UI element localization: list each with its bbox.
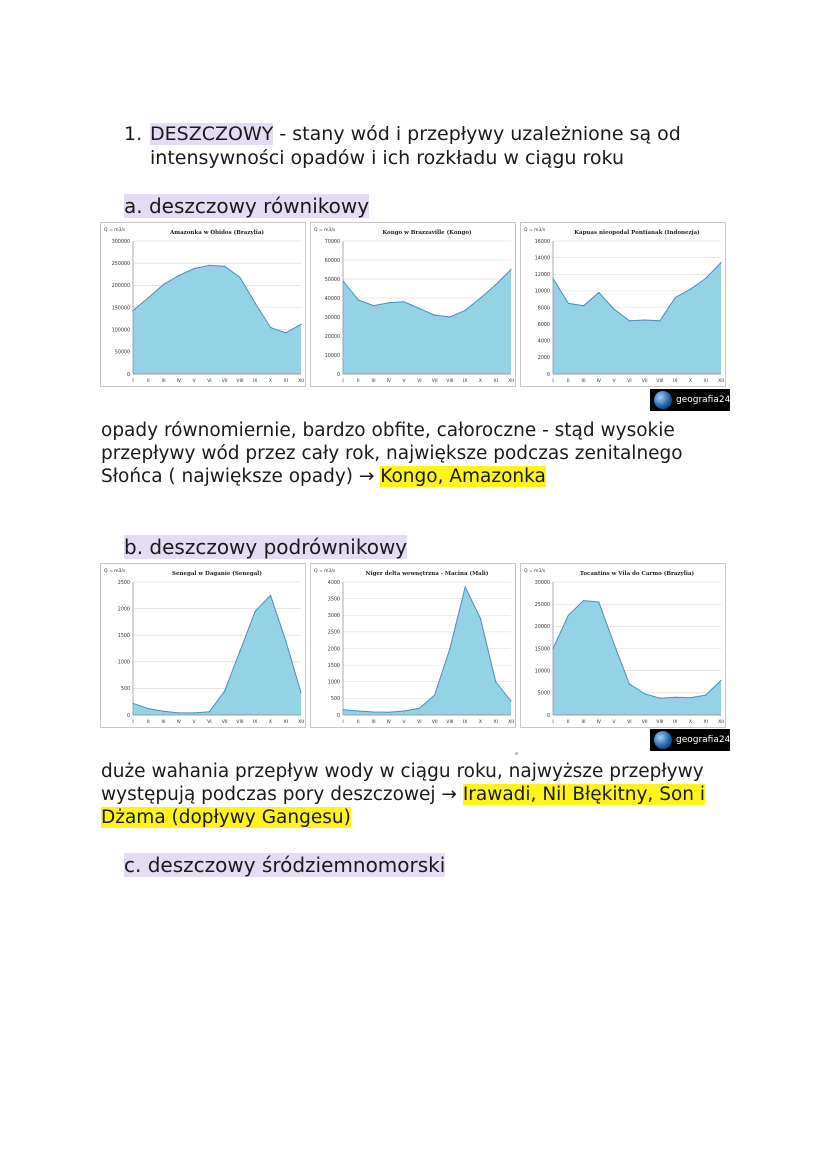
chart-row-equatorial bbox=[100, 222, 730, 387]
x-tick-label: III bbox=[371, 720, 376, 725]
data-point bbox=[583, 305, 584, 306]
data-point bbox=[300, 324, 301, 325]
x-tick-label: XI bbox=[703, 379, 708, 384]
data-point bbox=[629, 320, 630, 321]
x-tick-label: IV bbox=[176, 379, 182, 384]
section-desc-line1: - stany wód i przepływy uzależnione są od bbox=[273, 123, 681, 145]
x-tick-label: VII bbox=[431, 720, 438, 725]
y-tick-label: 70000 bbox=[324, 239, 340, 245]
x-tick-label: I bbox=[342, 720, 344, 725]
data-point bbox=[598, 601, 599, 602]
data-point bbox=[388, 302, 389, 303]
data-point bbox=[163, 711, 164, 712]
chart-tocantins bbox=[520, 563, 726, 728]
x-tick-label: XII bbox=[298, 720, 304, 725]
y-tick-label: 6000 bbox=[537, 322, 550, 328]
x-tick-label: X bbox=[688, 720, 693, 725]
y-axis-unit: Q = m3/s bbox=[104, 569, 126, 574]
y-tick-label: 4000 bbox=[327, 580, 340, 586]
rivers-highlight-b1: Irawadi, Nil Błękitny, Son i bbox=[462, 784, 706, 805]
chart-title: Kapuas nieopodal Pontianak (Indonezja) bbox=[574, 230, 700, 236]
subheading-a-text: a. deszczowy równikowy bbox=[124, 194, 370, 218]
subheading-b-text: b. deszczowy podrównikowy bbox=[124, 535, 408, 559]
data-point bbox=[675, 297, 676, 298]
x-tick-label: VI bbox=[627, 720, 632, 725]
x-tick-label: I bbox=[132, 720, 134, 725]
chart-niger bbox=[310, 563, 516, 728]
data-point bbox=[583, 600, 584, 601]
data-point bbox=[510, 700, 511, 701]
data-point bbox=[495, 681, 496, 682]
y-tick-label: 5000 bbox=[537, 691, 550, 697]
data-point bbox=[419, 708, 420, 709]
x-tick-label: XII bbox=[718, 720, 724, 725]
chart-title: Amazonka w Óbidos (Brazylia) bbox=[169, 230, 265, 236]
data-point bbox=[178, 712, 179, 713]
y-tick-label: 1500 bbox=[117, 634, 130, 639]
area-fill bbox=[553, 263, 721, 374]
y-tick-label: 12000 bbox=[534, 273, 550, 279]
x-tick-label: III bbox=[161, 720, 166, 725]
x-tick-label: IV bbox=[176, 720, 182, 725]
x-tick-label: VI bbox=[417, 379, 422, 384]
data-point bbox=[148, 297, 149, 298]
x-tick-label: X bbox=[268, 379, 273, 384]
data-point bbox=[480, 297, 481, 298]
x-tick-label: IX bbox=[252, 379, 258, 384]
section-number: 1. bbox=[124, 123, 143, 145]
y-tick-label: 2500 bbox=[117, 580, 130, 586]
x-tick-label: VIII bbox=[656, 720, 664, 725]
data-point bbox=[270, 327, 271, 328]
x-tick-label: II bbox=[356, 720, 360, 725]
data-point bbox=[434, 695, 435, 696]
x-tick-label: VII bbox=[641, 379, 648, 384]
y-tick-label: 0 bbox=[126, 713, 130, 719]
y-tick-label: 4000 bbox=[537, 339, 550, 345]
x-tick-label: II bbox=[356, 379, 360, 384]
data-point bbox=[598, 292, 599, 293]
y-tick-label: 2000 bbox=[537, 356, 550, 362]
x-tick-label: II bbox=[146, 720, 150, 725]
x-tick-label: V bbox=[192, 379, 196, 384]
data-point bbox=[300, 692, 301, 693]
data-point bbox=[480, 618, 481, 619]
x-tick-label: XI bbox=[283, 720, 288, 725]
data-point bbox=[568, 303, 569, 304]
x-tick-label: XII bbox=[298, 379, 304, 384]
chart-title: Niger delta wewnętrzna - Macina (Mali) bbox=[365, 571, 489, 577]
data-point bbox=[644, 319, 645, 320]
x-tick-label: XI bbox=[283, 379, 288, 384]
chart-kapuas bbox=[520, 222, 726, 387]
x-tick-label: XII bbox=[718, 379, 724, 384]
x-tick-label: VI bbox=[207, 720, 212, 725]
data-point bbox=[465, 586, 466, 587]
x-tick-label: II bbox=[146, 379, 150, 384]
area-fill bbox=[343, 270, 511, 375]
x-tick-label: VII bbox=[431, 379, 438, 384]
y-tick-label: 1500 bbox=[327, 663, 340, 669]
subheading-b bbox=[124, 534, 407, 560]
y-tick-label: 30000 bbox=[534, 580, 550, 586]
y-axis-unit: Q = m3/s bbox=[524, 228, 546, 233]
y-axis-unit: Q = m3/s bbox=[524, 569, 546, 574]
y-tick-label: 0 bbox=[336, 372, 340, 378]
section-desc-line2: intensywności opadów i ich rozkładu w ciągu roku bbox=[150, 147, 624, 169]
data-point bbox=[614, 644, 615, 645]
y-tick-label: 2000 bbox=[117, 607, 130, 613]
x-tick-label: VIII bbox=[236, 720, 244, 725]
stray-dot bbox=[515, 752, 518, 755]
y-tick-label: 15000 bbox=[534, 647, 550, 653]
globe-icon bbox=[654, 391, 672, 409]
data-point bbox=[224, 691, 225, 692]
data-point bbox=[178, 275, 179, 276]
data-point bbox=[255, 303, 256, 304]
x-tick-label: III bbox=[371, 379, 376, 384]
chart-row-subequatorial bbox=[100, 563, 730, 728]
y-axis-unit: Q = m3/s bbox=[314, 228, 336, 233]
y-tick-label: 0 bbox=[546, 372, 550, 378]
data-point bbox=[255, 611, 256, 612]
y-tick-label: 2500 bbox=[327, 630, 340, 636]
x-tick-label: IX bbox=[672, 720, 678, 725]
x-tick-label: XI bbox=[493, 379, 498, 384]
y-tick-label: 100000 bbox=[111, 328, 130, 334]
data-point bbox=[614, 309, 615, 310]
rivers-highlight-a: Kongo, Amazonka bbox=[380, 466, 546, 487]
data-point bbox=[358, 710, 359, 711]
section-heading bbox=[124, 122, 744, 170]
data-point bbox=[449, 316, 450, 317]
x-tick-label: VIII bbox=[446, 379, 454, 384]
y-axis-unit: Q = m3/s bbox=[314, 569, 336, 574]
x-tick-label: VI bbox=[207, 379, 212, 384]
data-point bbox=[495, 284, 496, 285]
y-tick-label: 25000 bbox=[534, 602, 550, 608]
data-point bbox=[194, 268, 195, 269]
x-tick-label: VII bbox=[221, 379, 228, 384]
y-tick-label: 1000 bbox=[117, 660, 130, 666]
y-tick-label: 500 bbox=[330, 697, 340, 703]
x-tick-label: XII bbox=[508, 720, 514, 725]
x-tick-label: I bbox=[132, 379, 134, 384]
x-tick-label: I bbox=[552, 720, 554, 725]
x-tick-label: II bbox=[566, 379, 570, 384]
y-tick-label: 50000 bbox=[114, 350, 130, 356]
data-point bbox=[659, 698, 660, 699]
x-tick-label: III bbox=[581, 720, 586, 725]
x-tick-label: X bbox=[478, 379, 483, 384]
area-fill bbox=[133, 595, 301, 715]
x-tick-label: VI bbox=[417, 720, 422, 725]
y-tick-label: 30000 bbox=[324, 315, 340, 321]
x-tick-label: IX bbox=[252, 720, 258, 725]
subheading-a bbox=[124, 193, 369, 219]
x-tick-label: IV bbox=[596, 379, 602, 384]
data-point bbox=[358, 299, 359, 300]
y-tick-label: 500 bbox=[120, 687, 130, 693]
y-tick-label: 1000 bbox=[327, 680, 340, 686]
data-point bbox=[510, 269, 511, 270]
data-point bbox=[449, 648, 450, 649]
paragraph-a-line2: przepływy wód przez cały rok, największe podczas zenitalnego bbox=[101, 443, 683, 464]
paragraph-b bbox=[101, 760, 751, 829]
x-tick-label: X bbox=[688, 379, 693, 384]
data-point bbox=[148, 708, 149, 709]
y-tick-label: 0 bbox=[336, 713, 340, 719]
data-point bbox=[239, 277, 240, 278]
data-point bbox=[194, 712, 195, 713]
y-tick-label: 3500 bbox=[327, 597, 340, 603]
data-point bbox=[373, 711, 374, 712]
rivers-highlight-b2: Dżama (dopływy Gangesu) bbox=[101, 807, 351, 828]
data-point bbox=[705, 278, 706, 279]
y-tick-label: 300000 bbox=[111, 239, 130, 245]
data-point bbox=[690, 697, 691, 698]
data-point bbox=[404, 301, 405, 302]
x-tick-label: VI bbox=[627, 379, 632, 384]
x-tick-label: IV bbox=[386, 720, 392, 725]
y-tick-label: 40000 bbox=[324, 296, 340, 302]
data-point bbox=[163, 284, 164, 285]
y-tick-label: 0 bbox=[126, 372, 130, 378]
x-tick-label: I bbox=[552, 379, 554, 384]
x-tick-label: I bbox=[342, 379, 344, 384]
section-title: DESZCZOWY bbox=[150, 123, 274, 145]
paragraph-b-line1: duże wahania przepływ wody w ciągu roku, najwyższe przepływy bbox=[101, 761, 704, 782]
y-tick-label: 2000 bbox=[327, 647, 340, 653]
x-tick-label: VII bbox=[221, 720, 228, 725]
chart-title: Senegal w Daganie (Senegal) bbox=[172, 571, 262, 577]
data-point bbox=[690, 289, 691, 290]
badge-text-2: geografia24.pl bbox=[676, 735, 742, 745]
x-tick-label: X bbox=[478, 720, 483, 725]
x-tick-label: III bbox=[161, 379, 166, 384]
y-axis-unit: Q = m3/s bbox=[104, 228, 126, 233]
y-tick-label: 10000 bbox=[324, 353, 340, 359]
y-tick-label: 20000 bbox=[324, 334, 340, 340]
data-point bbox=[224, 266, 225, 267]
y-tick-label: 3000 bbox=[327, 614, 340, 620]
paragraph-a bbox=[101, 419, 751, 488]
x-tick-label: VIII bbox=[656, 379, 664, 384]
globe-icon bbox=[654, 731, 672, 749]
data-point bbox=[285, 332, 286, 333]
data-point bbox=[644, 693, 645, 694]
y-tick-label: 150000 bbox=[111, 306, 130, 312]
data-point bbox=[209, 265, 210, 266]
data-point bbox=[465, 310, 466, 311]
chart-title: Tocantins w Vila do Carmo (Brazylia) bbox=[579, 571, 695, 577]
data-point bbox=[629, 683, 630, 684]
chart-title: Kongo w Brazzaville (Kongo) bbox=[382, 230, 472, 236]
x-tick-label: VIII bbox=[236, 379, 244, 384]
paragraph-a-line3: Słońca ( największe opady) → bbox=[101, 466, 381, 487]
chart-senegal bbox=[100, 563, 306, 728]
x-tick-label: V bbox=[402, 720, 406, 725]
paragraph-a-line1: opady równomiernie, bardzo obfite, całoroczne - stąd wysokie bbox=[101, 420, 675, 441]
y-tick-label: 60000 bbox=[324, 258, 340, 264]
area-fill bbox=[133, 265, 301, 374]
geografia-badge bbox=[650, 389, 742, 411]
x-tick-label: XII bbox=[508, 379, 514, 384]
data-point bbox=[419, 308, 420, 309]
data-point bbox=[239, 651, 240, 652]
x-tick-label: V bbox=[612, 379, 616, 384]
area-fill bbox=[343, 587, 511, 715]
y-tick-label: 0 bbox=[546, 713, 550, 719]
y-tick-label: 8000 bbox=[537, 306, 550, 312]
x-tick-label: IX bbox=[462, 720, 468, 725]
x-tick-label: X bbox=[268, 720, 273, 725]
y-tick-label: 50000 bbox=[324, 277, 340, 283]
data-point bbox=[388, 712, 389, 713]
y-tick-label: 16000 bbox=[534, 239, 550, 245]
x-tick-label: IV bbox=[386, 379, 392, 384]
data-point bbox=[675, 697, 676, 698]
subheading-c bbox=[124, 852, 445, 878]
chart-kongo bbox=[310, 222, 516, 387]
x-tick-label: XI bbox=[493, 720, 498, 725]
x-tick-label: IX bbox=[672, 379, 678, 384]
y-tick-label: 250000 bbox=[111, 261, 130, 267]
data-point bbox=[434, 315, 435, 316]
badge-text: geografia24.pl bbox=[676, 395, 742, 405]
data-point bbox=[285, 640, 286, 641]
y-tick-label: 10000 bbox=[534, 289, 550, 295]
x-tick-label: III bbox=[581, 379, 586, 384]
x-tick-label: IV bbox=[596, 720, 602, 725]
subheading-c-text: c. deszczowy śródziemnomorski bbox=[124, 853, 446, 877]
x-tick-label: IX bbox=[462, 379, 468, 384]
data-point bbox=[705, 695, 706, 696]
y-tick-label: 10000 bbox=[534, 669, 550, 675]
chart-amazonka bbox=[100, 222, 306, 387]
x-tick-label: VIII bbox=[446, 720, 454, 725]
x-tick-label: VII bbox=[641, 720, 648, 725]
data-point bbox=[659, 320, 660, 321]
data-point bbox=[404, 710, 405, 711]
x-tick-label: V bbox=[612, 720, 616, 725]
x-tick-label: XI bbox=[703, 720, 708, 725]
data-point bbox=[209, 711, 210, 712]
x-tick-label: II bbox=[566, 720, 570, 725]
data-point bbox=[720, 680, 721, 681]
data-point bbox=[270, 595, 271, 596]
geografia-badge-2 bbox=[650, 729, 742, 751]
y-tick-label: 20000 bbox=[534, 625, 550, 631]
paragraph-b-line2: występują podczas pory deszczowej → bbox=[101, 784, 463, 805]
data-point bbox=[568, 615, 569, 616]
y-tick-label: 14000 bbox=[534, 256, 550, 262]
x-tick-label: V bbox=[192, 720, 196, 725]
data-point bbox=[373, 305, 374, 306]
x-tick-label: V bbox=[402, 379, 406, 384]
area-fill bbox=[553, 601, 721, 715]
data-point bbox=[720, 262, 721, 263]
y-tick-label: 200000 bbox=[111, 284, 130, 290]
